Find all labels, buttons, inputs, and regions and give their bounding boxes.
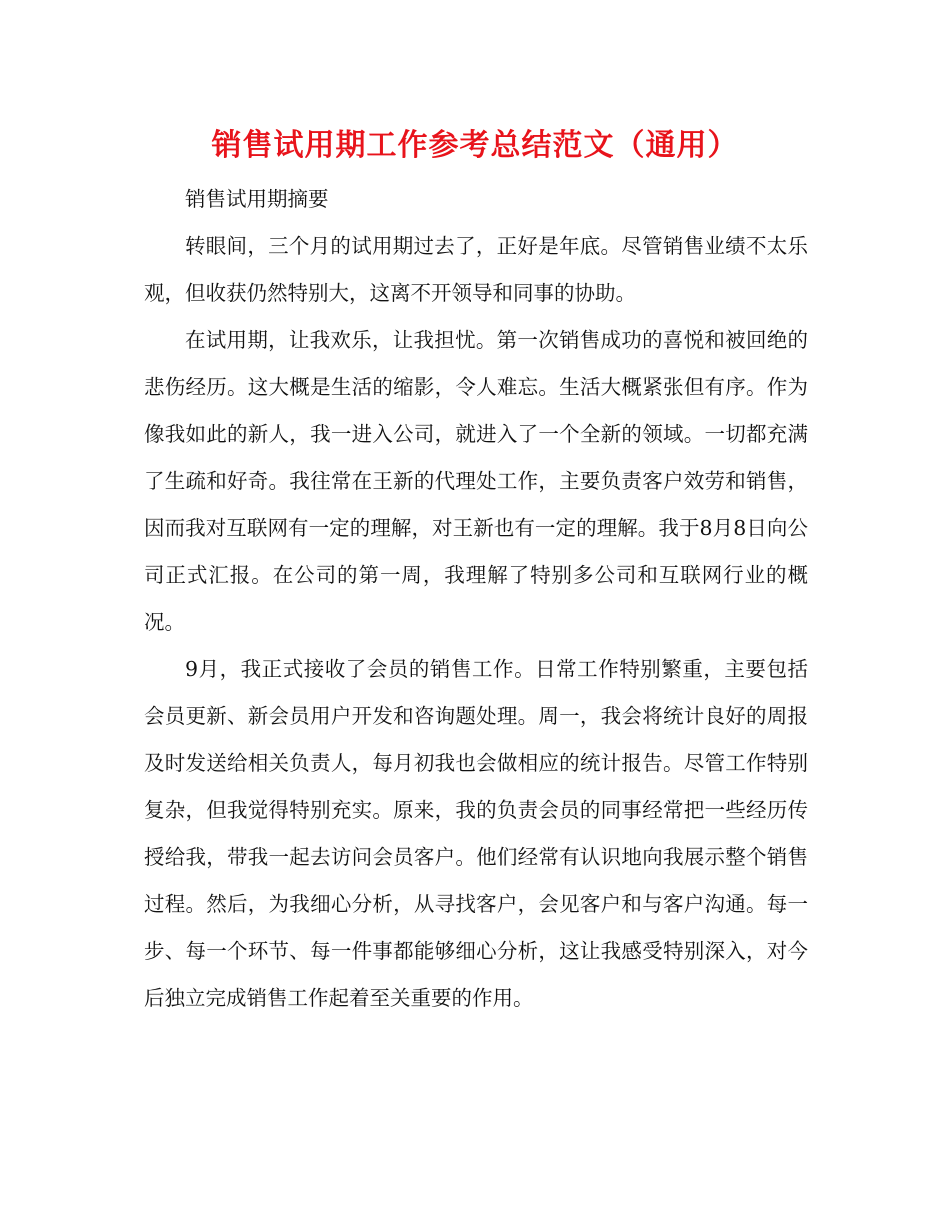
document-title: 销售试用期工作参考总结范文（通用） — [211, 128, 739, 163]
paragraph-2: 在试用期，让我欢乐，让我担忧。第一次销售成功的喜悦和被回绝的悲伤经历。这大概是生活的缩影，令人难忘。生活大概紧张但有序。作为像我如此的新人，我一进入公司，就进入了一个全新的领域。一切都充满了生疏和好奇。我往常在王新的代理处工作，主要负责客户效劳和销售，因而我对互联网有一定的理解，对王新也有一定的理解。我于8月8日向公司正式汇报。在公司的第一周，我理解了特别多公司和互联网行业的概况。 — [144, 328, 808, 634]
document-body — [144, 176, 808, 1022]
summary-heading: 销售试用期摘要 — [185, 187, 329, 211]
paragraph-1: 转眼间，三个月的试用期过去了，正好是年底。尽管销售业绩不太乐观，但收获仍然特别大，这离不开领导和同事的协助。 — [144, 234, 808, 305]
paragraph-3: 9月，我正式接收了会员的销售工作。日常工作特别繁重，主要包括会员更新、新会员用户开发和咨询题处理。周一，我会将统计良好的周报及时发送给相关负责人，每月初我也会做相应的统计报告。尽管工作特别复杂，但我觉得特别充实。原来，我的负责会员的同事经常把一些经历传授给我，带我一起去访问会员客户。他们经常有认识地向我展示整个销售过程。然后，为我细心分析，从寻找客户，会见客户和与客户沟通。每一步、每一个环节、每一件事都能够细心分析，这让我感受特别深入，对今后独立完成销售工作起着至关重要的作用。 — [144, 657, 808, 1010]
